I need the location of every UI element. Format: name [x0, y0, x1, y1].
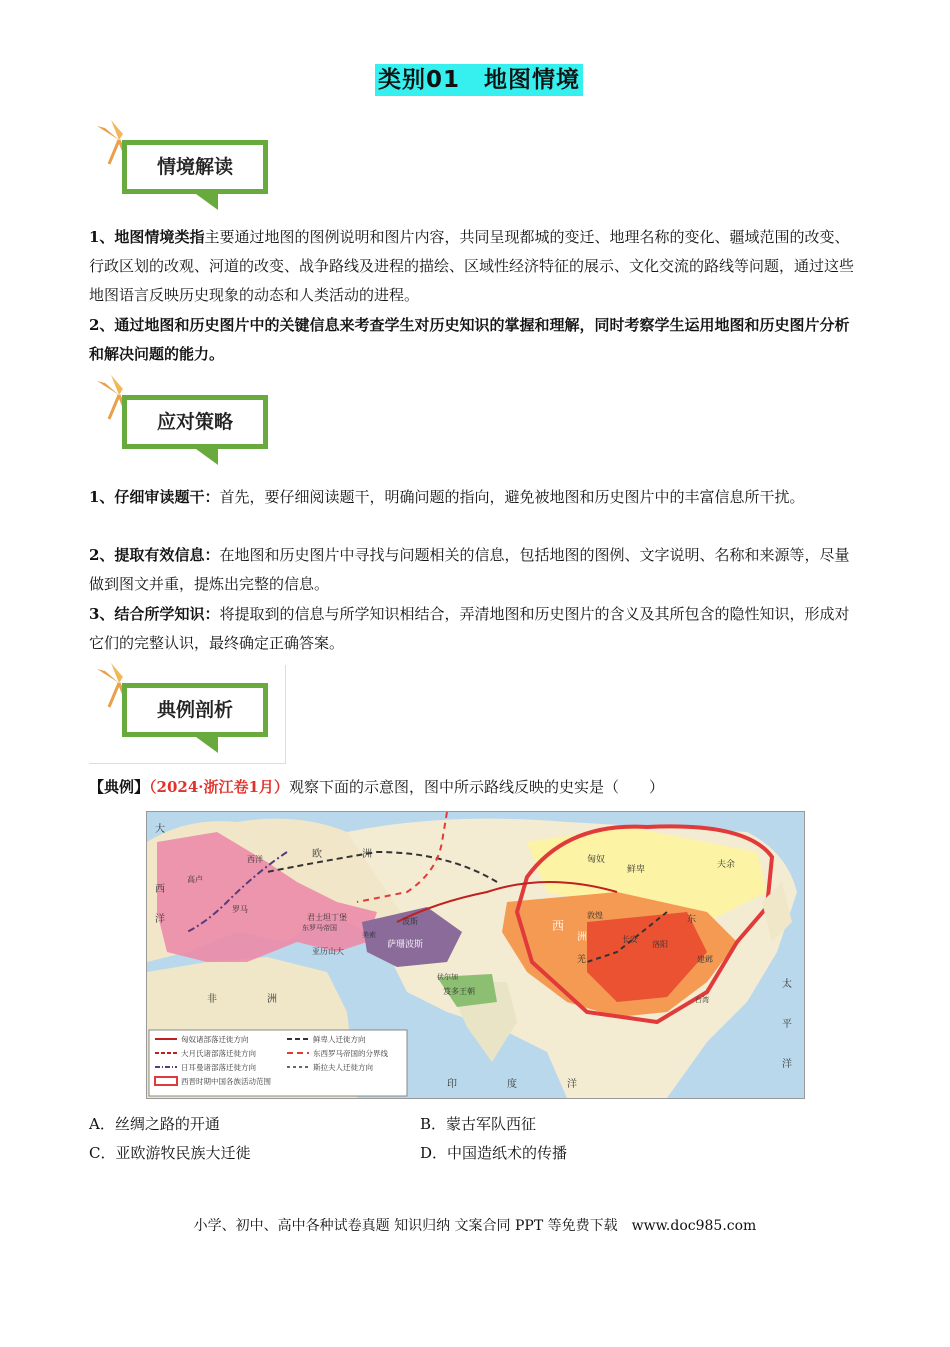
- section-badge-reading: [89, 122, 269, 217]
- map-label: 高卢: [187, 875, 203, 884]
- page-title: 类别01 地图情境: [375, 64, 583, 96]
- migration-map: [146, 811, 805, 1099]
- legend-swatch: [155, 1077, 177, 1085]
- map-label: 度: [507, 1079, 517, 1090]
- option-a[interactable]: A．丝绸之路的开通: [89, 1115, 220, 1133]
- map-label: 敦煌: [587, 911, 603, 920]
- strategy-1-lead: 1、仔细审读题干：: [89, 488, 220, 506]
- map-label: 羌: [577, 955, 587, 965]
- strategy-1: [89, 483, 864, 512]
- map-label: 亚历山大: [312, 947, 344, 956]
- map-label: 建邺: [697, 955, 713, 964]
- paragraph-1-text: 主要通过地图的图例说明和图片内容，共同呈现都城的变迁、地理名称的变化、疆域范围的改变、行政区划的改观、河道的改变、战争路线及进程的描绘、区域性经济特征的展示、文化交流的路线等问题，通过这些地图语言反映历史现象的动态和人类活动的进程。: [89, 228, 855, 304]
- map-label: 美索: [362, 931, 376, 939]
- option-d[interactable]: D．中国造纸术的传播: [420, 1144, 568, 1162]
- map-label: 洛阳: [652, 940, 668, 949]
- example-question: [89, 774, 664, 800]
- map-label: 非: [207, 994, 217, 1005]
- strategy-2-text: 在地图和历史图片中寻找与问题相关的信息，包括地图的图例、文字说明、名称和来源等，尽量做到图文并重，提炼出完整的信息。: [89, 546, 850, 593]
- section-badge-strategy: [89, 377, 269, 472]
- map-label: 洲: [577, 932, 587, 943]
- example-tag: 【典例】: [89, 778, 150, 796]
- option-b[interactable]: B．蒙古军队西征: [420, 1115, 537, 1133]
- legend-label: 匈奴诸部落迁徙方向: [181, 1035, 249, 1044]
- badge-flag: [196, 449, 218, 465]
- map-label: 洋: [155, 914, 165, 925]
- map-label: 鲜卑: [627, 865, 646, 875]
- map-label: 东罗马帝国: [302, 924, 337, 932]
- map-label: 萨珊波斯: [387, 940, 424, 950]
- map-label: 洲: [362, 849, 372, 860]
- section-title: 情境解读: [122, 140, 268, 194]
- example-question-text: 观察下面的示意图，图中所示路线反映的史实是（ ）: [288, 778, 664, 796]
- map-label: 夫余: [717, 860, 736, 870]
- legend-label: 鲜卑人迁徙方向: [313, 1035, 366, 1044]
- legend-label: 东西罗马帝国的分界线: [313, 1049, 388, 1058]
- paragraph-2: 2、通过地图和历史图片中的关键信息来考查学生对历史知识的掌握和理解，同时考察学生运用地图和历史图片分析和解决问题的能力。: [89, 316, 850, 363]
- map-label: 洋: [567, 1079, 577, 1090]
- map-label: 大: [155, 824, 165, 835]
- strategy-3: [89, 600, 864, 658]
- option-c[interactable]: C．亚欧游牧民族大迁徙: [89, 1144, 251, 1162]
- strategy-2-lead: 2、提取有效信息：: [89, 546, 220, 564]
- paragraph-1: [89, 223, 864, 310]
- map-label: 西洋: [247, 855, 263, 864]
- map-label: 西: [552, 919, 565, 933]
- map-label: 平: [782, 1019, 792, 1030]
- map-label: 伏尔加: [437, 973, 458, 981]
- section-title: 应对策略: [122, 395, 268, 449]
- legend-label: 日耳曼诸部落迁徙方向: [181, 1063, 256, 1072]
- map-label: 欧: [312, 849, 322, 860]
- map-label: 洋: [782, 1059, 792, 1070]
- page-footer: 小学、初中、高中各种试卷真题 知识归纳 文案合同 PPT 等免费下载 www.doc985.com: [193, 1218, 757, 1234]
- strategy-2: [89, 541, 864, 599]
- legend-label: 斯拉夫人迁徙方向: [313, 1063, 373, 1072]
- map-label: 波斯: [402, 917, 418, 926]
- map-label: 罗马: [232, 905, 248, 914]
- example-source: （2024·浙江卷1月）: [149, 778, 289, 796]
- map-label: 西: [155, 884, 165, 895]
- map-legend: [149, 1030, 407, 1096]
- strategy-3-text: 将提取到的信息与所学知识相结合，弄清地图和历史图片的含义及其所包含的隐性知识，形成对它们的完整认识，最终确定正确答案。: [89, 605, 850, 652]
- map-label: 洲: [267, 994, 277, 1005]
- legend-label: 西晋时期中国各族活动范围: [181, 1077, 271, 1086]
- map-label: 东: [687, 915, 697, 925]
- section-title: 典例剖析: [122, 683, 268, 737]
- paragraph-1-lead: 1、地图情境类指: [89, 228, 205, 246]
- strategy-1-text: 首先，要仔细阅读题干，明确问题的指向，避免被地图和历史图片中的丰富信息所干扰。: [219, 488, 805, 506]
- map-label: 匈奴: [587, 855, 606, 865]
- strategy-3-lead: 3、结合所学知识：: [89, 605, 220, 623]
- map-label: 长安: [622, 935, 638, 944]
- badge-flag: [196, 737, 218, 753]
- map-label: 太: [782, 979, 792, 990]
- map-label: 印: [447, 1079, 457, 1090]
- map-label: 君士坦丁堡: [307, 913, 347, 922]
- map-label: 笈多王朝: [443, 987, 475, 996]
- legend-label: 大月氏诸部落迁徙方向: [181, 1049, 256, 1058]
- badge-flag: [196, 194, 218, 210]
- section-badge-example: [89, 665, 286, 764]
- map-label: 台湾: [695, 996, 709, 1004]
